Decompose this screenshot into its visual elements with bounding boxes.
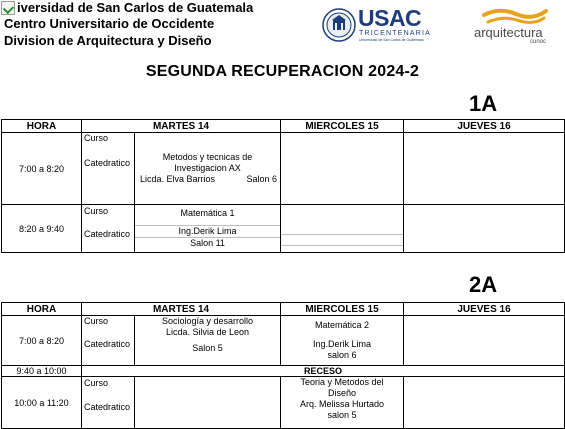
martes-cell (135, 316, 281, 366)
course-name: Teoria y Metodos del (300, 377, 384, 387)
col-header-hora: HORA (2, 120, 82, 133)
schedule-table-1a (1, 119, 565, 253)
label-cell (82, 377, 135, 429)
jueves-cell (404, 205, 565, 253)
hora-cell: 7:00 a 8:20 (2, 133, 82, 205)
division-name: Division de Arquitectura y Diseño (4, 33, 212, 48)
broken-image-icon (1, 1, 15, 15)
miercoles-cell (281, 133, 404, 205)
usac-logo-small-text: Universidad de San Carlos de Guatemala (359, 38, 424, 42)
curso-label: Curso (84, 206, 109, 216)
col-header-martes: MARTES 14 (82, 303, 281, 316)
table-header-row (2, 303, 565, 316)
hora-cell: 8:20 a 9:40 (2, 205, 82, 253)
curso-label: Curso (84, 378, 109, 388)
table-row (2, 377, 565, 429)
jueves-cell (404, 133, 565, 205)
catedratico-label: Catedratico (84, 402, 131, 412)
table-row (2, 133, 565, 205)
catedratico-label: Catedratico (84, 158, 131, 168)
hora-cell: 9:40 a 10:00 (2, 366, 82, 377)
arquitectura-logo-text: arquitectura (474, 25, 543, 40)
arquitectura-logo-subtitle: cunoc (530, 39, 547, 45)
catedratico-label: Catedratico (84, 229, 131, 239)
schedule-table-2a (1, 302, 565, 429)
teacher-name: Licda. Elva Barrios (140, 174, 216, 184)
hora-cell: 10:00 a 11:20 (2, 377, 82, 429)
university-name: iversidad de San Carlos de Guatemala (17, 0, 254, 15)
table-row (2, 316, 565, 366)
salon-label: salon 6 (327, 350, 357, 360)
col-header-jueves: JUEVES 16 (404, 120, 565, 133)
salon-label: Salon 5 (192, 343, 223, 353)
table-row-receso (2, 366, 565, 377)
label-cell (82, 205, 135, 253)
col-header-jueves: JUEVES 16 (404, 303, 565, 316)
teacher-name: Arq. Melissa Hurtado (299, 399, 385, 409)
table-header-row (2, 120, 565, 133)
col-header-hora: HORA (2, 303, 82, 316)
usac-logo (322, 5, 431, 46)
martes-cell (135, 377, 281, 429)
martes-cell (135, 205, 281, 253)
course-name-cont: Investigacion AX (174, 163, 241, 173)
label-cell (82, 316, 135, 366)
usac-seal-icon (322, 8, 356, 42)
col-header-miercoles: MIERCOLES 15 (281, 120, 404, 133)
course-name: Matemática 2 (314, 320, 370, 330)
course-name: Matemática 1 (180, 208, 235, 218)
usac-logo-subtitle: TRICENTENARIA (359, 30, 431, 37)
arquitectura-swoosh-icon (482, 6, 548, 26)
jueves-cell (404, 377, 565, 429)
center-name: Centro Universitario de Occidente (4, 16, 215, 31)
teacher-name: Ing.Derik Lima (135, 225, 280, 237)
course-name: Metodos y tecnicas de (162, 152, 253, 162)
col-header-miercoles: MIERCOLES 15 (281, 303, 404, 316)
miercoles-cell (281, 316, 404, 366)
group-2a-label: 2A (469, 272, 498, 297)
course-name: Sociología y desarrollo (161, 316, 254, 326)
group-1a-label: 1A (469, 91, 498, 116)
teacher-name: Licda. Silvia de Leon (165, 327, 250, 337)
page-title: SEGUNDA RECUPERACION 2024-2 (145, 63, 420, 80)
martes-cell (135, 133, 281, 205)
receso-cell: RECESO (82, 366, 565, 377)
miercoles-cell (281, 377, 404, 429)
arquitectura-logo (468, 6, 562, 46)
course-name-cont: Diseño (327, 388, 356, 398)
miercoles-cell (281, 205, 404, 253)
curso-label: Curso (84, 133, 109, 143)
table-row (2, 205, 565, 253)
teacher-name: Ing.Derik Lima (312, 339, 372, 349)
col-header-martes: MARTES 14 (82, 120, 281, 133)
salon-label: salon 5 (327, 410, 357, 420)
jueves-cell (404, 316, 565, 366)
catedratico-label: Catedratico (84, 339, 131, 349)
salon-label: Salon 11 (135, 237, 280, 249)
hora-cell: 7:00 a 8:20 (2, 316, 82, 366)
salon-label: Salon 6 (246, 174, 277, 184)
curso-label: Curso (84, 316, 109, 326)
usac-logo-text: USAC (358, 5, 422, 31)
label-cell (82, 133, 135, 205)
